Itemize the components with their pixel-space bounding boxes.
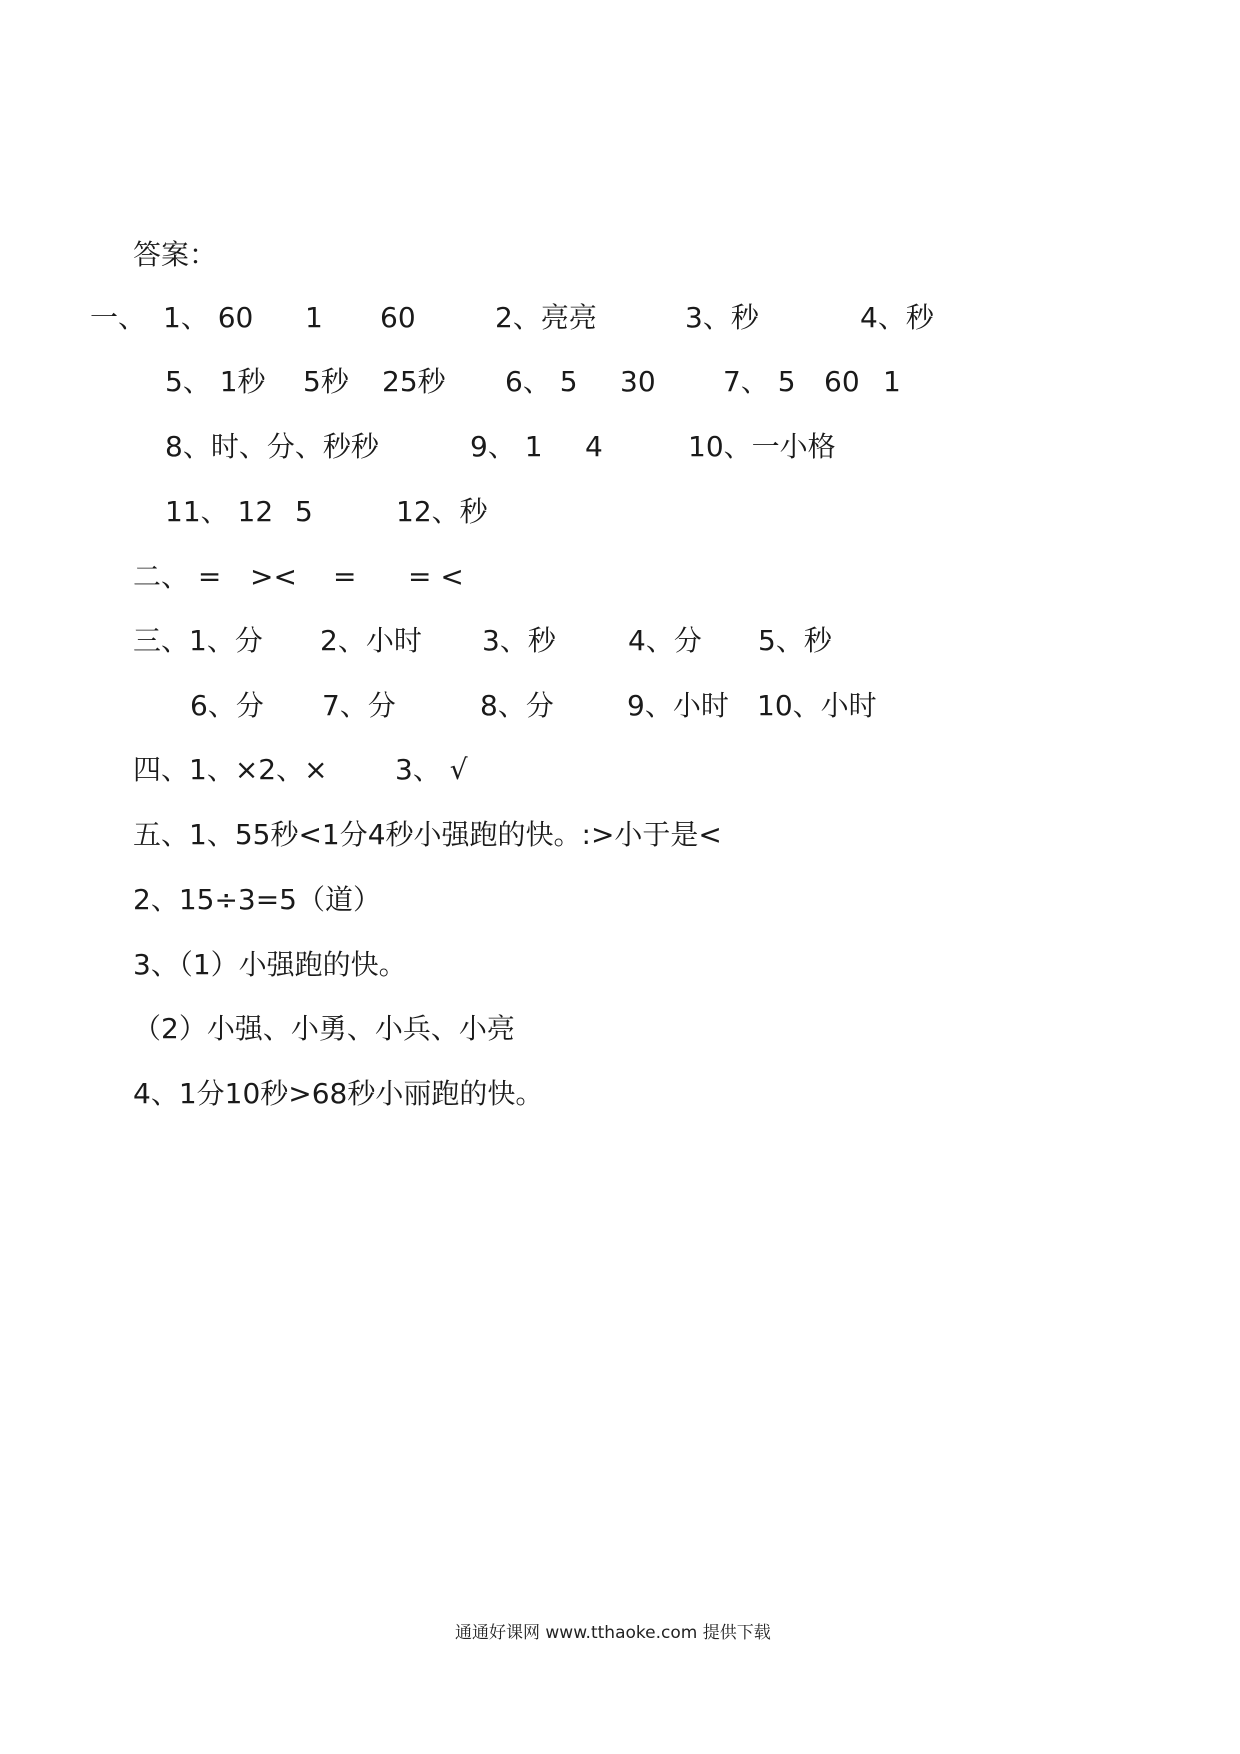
s3-r2-b: 7、分 <box>322 689 396 722</box>
s3-r1-d: 4、分 <box>628 624 702 657</box>
s5-line-2: 2、15÷3=5（道） <box>133 883 381 916</box>
s1-r2-f: 7、 5 <box>723 365 796 398</box>
s1-r1-c: 60 <box>380 301 416 334</box>
s1-r2-a: 5、 1秒 <box>165 365 266 398</box>
s2-b: >< <box>250 560 297 593</box>
s1-r2-c: 25秒 <box>382 365 446 398</box>
s1-r1-d: 2、亮亮 <box>495 301 597 334</box>
s5-line-4: （2）小强、小勇、小兵、小亮 <box>133 1012 515 1045</box>
s1-r2-b: 5秒 <box>303 365 349 398</box>
s1-r2-h: 1 <box>883 365 901 398</box>
s5-line-3: 3、（1）小强跑的快。 <box>133 948 407 981</box>
s3-r2-c: 8、分 <box>480 689 554 722</box>
s1-r4-c: 12、秒 <box>396 495 488 528</box>
s3-r2-d: 9、小时 <box>627 689 729 722</box>
s3-r1-e: 5、秒 <box>758 624 832 657</box>
s1-r3-d: 10、一小格 <box>688 430 836 463</box>
s3-r1-a: 三、1、分 <box>133 624 263 657</box>
s1-r2-g: 60 <box>824 365 860 398</box>
s2-d: = < <box>408 560 464 593</box>
s1-r3-b: 9、 1 <box>470 430 543 463</box>
s3-r1-c: 3、秒 <box>482 624 556 657</box>
s1-r3-a: 8、时、分、秒秒 <box>165 430 379 463</box>
s1-r3-c: 4 <box>585 430 603 463</box>
s2-c: = <box>333 560 357 593</box>
s1-r1-b: 1 <box>305 301 323 334</box>
answer-title: 答案： <box>133 238 218 271</box>
s1-r1-e: 3、秒 <box>685 301 759 334</box>
s1-r2-d: 6、 5 <box>505 365 578 398</box>
s1-r4-a: 11、 12 <box>165 495 274 528</box>
s1-r1-a: 1、 60 <box>163 301 254 334</box>
s1-r1-f: 4、秒 <box>860 301 934 334</box>
s4-b: 3、 √ <box>395 753 468 786</box>
s3-r2-e: 10、小时 <box>757 689 877 722</box>
section-1-label: 一、 <box>90 301 147 334</box>
s4-a: 四、1、×2、× <box>133 753 328 786</box>
s1-r4-b: 5 <box>295 495 313 528</box>
s5-line-1: 五、1、55秒<1分4秒小强跑的快。:>小于是< <box>133 818 722 851</box>
s3-r2-a: 6、分 <box>190 689 264 722</box>
s1-r2-e: 30 <box>620 365 656 398</box>
s2-a: 二、 = <box>133 560 222 593</box>
footer-text: 通通好课网 www.tthaoke.com 提供下载 <box>455 1623 771 1643</box>
s3-r1-b: 2、小时 <box>320 624 422 657</box>
s5-line-5: 4、1分10秒>68秒小丽跑的快。 <box>133 1077 544 1110</box>
